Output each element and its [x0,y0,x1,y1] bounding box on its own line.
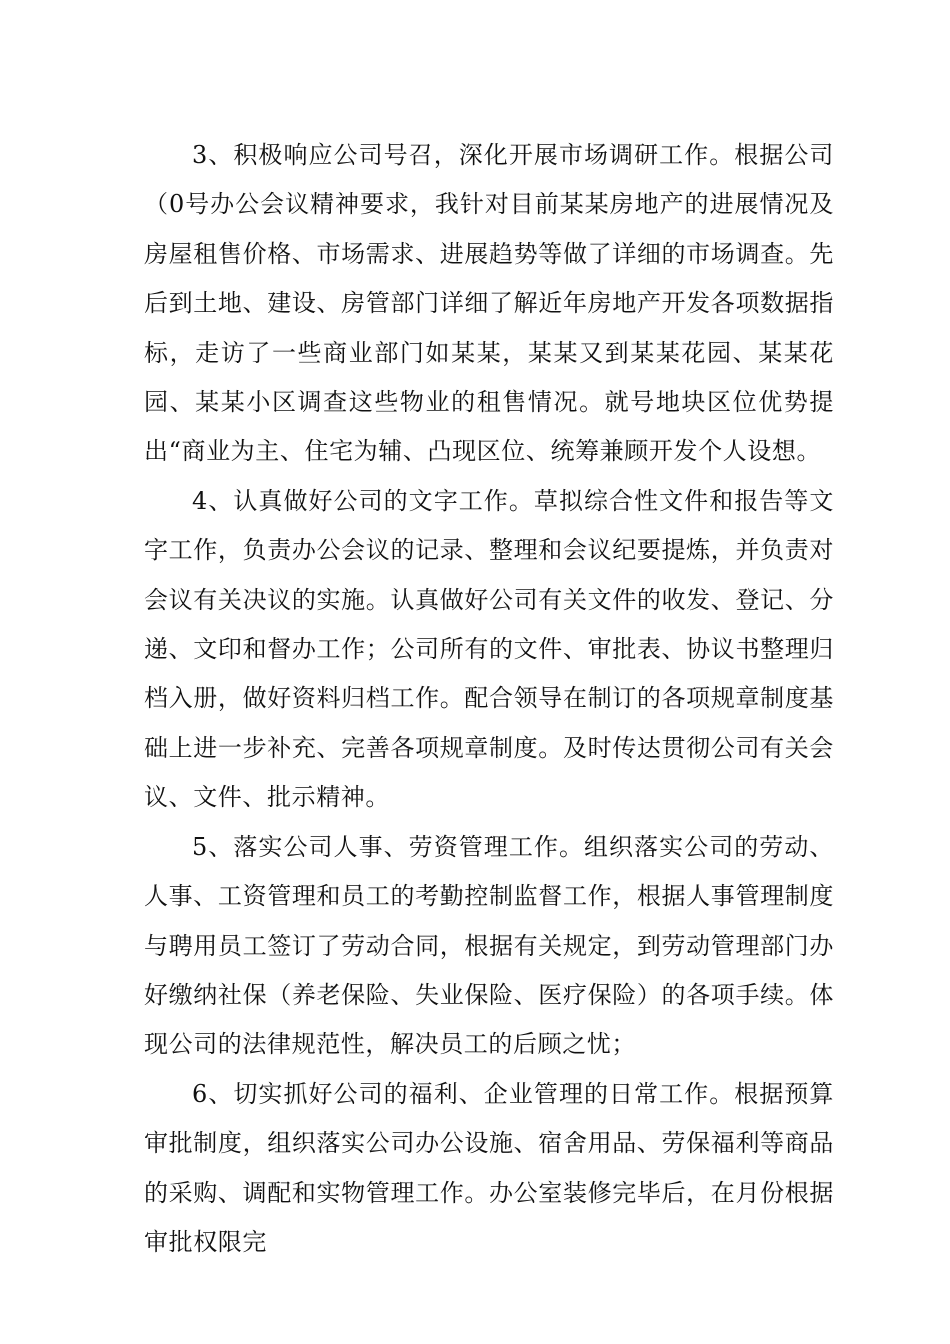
paragraph-6-welfare-management: 6、切实抓好公司的福利、企业管理的日常工作。根据预算审批制度，组织落实公司办公设施、宿舍用品、劳保福利等商品的采购、调配和实物管理工作。办公室装修完毕后，在月份根据审批权限完 [144,1079,834,1256]
paragraph-5-personnel-management: 5、落实公司人事、劳资管理工作。组织落实公司的劳动、人事、工资管理和员工的考勤控制监督工作，根据人事管理制度与聘用员工签订了劳动合同，根据有关规定，到劳动管理部门办好缴纳社保（养老保险、失业保险、医疗保险）的各项手续。体现公司的法律规范性，解决员工的后顾之忧； [144,832,834,1059]
paragraph-3-market-research: 3、积极响应公司号召，深化开展市场调研工作。根据公司（0号办公会议精神要求，我针对目前某某房地产的进展情况及房屋租售价格、市场需求、进展趋势等做了详细的市场调查。先后到土地、建设、房管部门详细了解近年房地产开发各项数据指标，走访了一些商业部门如某某，某某又到某某花园、某某花园、某某小区调查这些物业的租售情况。就号地块区位优势提出“商业为主、住宅为辅、凸现区位、统筹兼顾开发个人设想。 [144,141,834,466]
document-body [144,131,834,1267]
paragraph-4-documentation-work: 4、认真做好公司的文字工作。草拟综合性文件和报告等文字工作，负责办公会议的记录、整理和会议纪要提炼，并负责对会议有关决议的实施。认真做好公司有关文件的收发、登记、分递、文印和督办工作；公司所有的文件、审批表、协议书整理归档入册，做好资料归档工作。配合领导在制订的各项规章制度基础上进一步补充、完善各项规章制度。及时传达贯彻公司有关会议、文件、批示精神。 [144,486,834,812]
